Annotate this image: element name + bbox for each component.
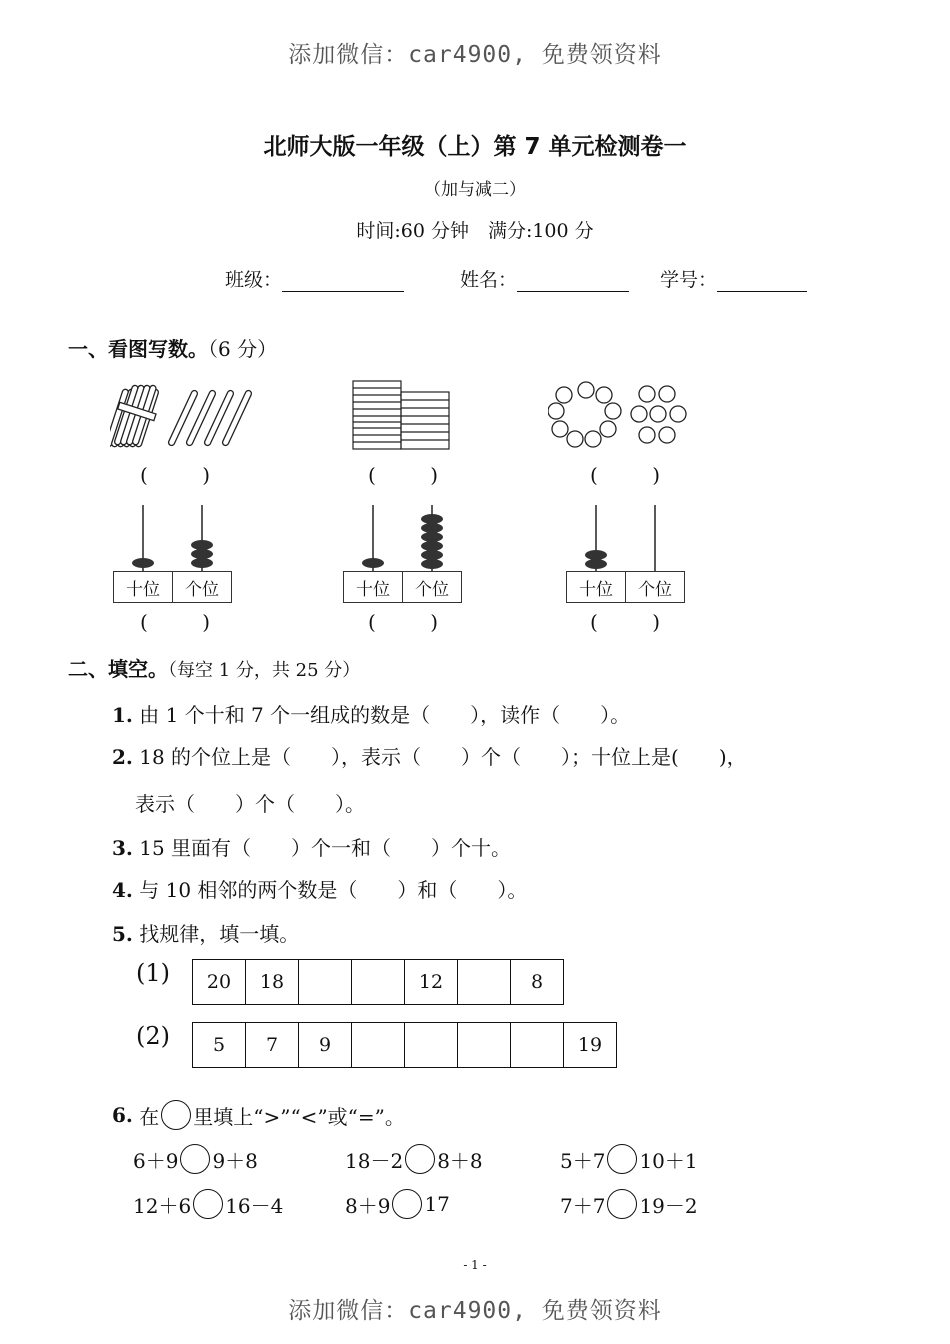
pattern-cell: 9 (299, 1023, 352, 1067)
student-id-field (660, 265, 807, 292)
section2-heading (68, 653, 360, 682)
pattern-cell: 18 (246, 960, 299, 1004)
comparison-5: 8＋9 17 (345, 1189, 450, 1219)
circles-illustration (548, 380, 693, 450)
comparison-6: 7＋7 19－2 (560, 1189, 698, 1219)
id-label: 学号： (660, 269, 718, 291)
abacus-2-rods (343, 503, 463, 573)
comparison-4: 12＋6 16－4 (133, 1189, 283, 1219)
name-label: 姓名： (460, 269, 518, 291)
pattern-cell: 20 (193, 960, 246, 1004)
pattern-cell: 5 (193, 1023, 246, 1067)
ones-label: 个位 (185, 579, 219, 600)
pattern-2-label: (2) (136, 1022, 170, 1050)
compare-circle[interactable] (193, 1189, 223, 1219)
comparison-3: 5＋7 10＋1 (560, 1144, 698, 1174)
pattern-cell-blank[interactable] (405, 1023, 458, 1067)
abacus-1-rods (113, 503, 233, 573)
abacus-1-place-labels (113, 571, 232, 603)
answer-blank-3[interactable]: ( ) (590, 463, 660, 487)
ones-label: 个位 (415, 579, 449, 600)
page-subtitle: （加与减二） (424, 180, 526, 200)
abacus-2-place-labels (343, 571, 462, 603)
pattern-row-2 (192, 1022, 617, 1068)
compare-circle[interactable] (392, 1189, 422, 1219)
watermark-bottom: 添加微信：car4900, 免费领资料 (288, 1298, 662, 1324)
section1-heading (68, 333, 277, 362)
abacus-3-place-labels (566, 571, 685, 603)
ones-label: 个位 (638, 579, 672, 600)
pattern-cell-blank[interactable] (458, 960, 511, 1004)
name-blank[interactable] (517, 271, 629, 292)
pattern-row-1 (192, 959, 564, 1005)
pattern-cell-blank[interactable] (299, 960, 352, 1004)
class-blank[interactable] (282, 271, 404, 292)
comparison-2: 18－2 8＋8 (345, 1144, 483, 1174)
tens-label: 十位 (567, 572, 626, 602)
answer-blank-6[interactable]: ( ) (590, 610, 660, 634)
compare-circle[interactable] (405, 1144, 435, 1174)
pattern-cell-blank[interactable] (352, 1023, 405, 1067)
sticks-illustration (110, 380, 260, 455)
answer-blank-4[interactable]: ( ) (140, 610, 210, 634)
question-2-continued: 表示（ ）个（ ）。 (135, 792, 365, 816)
section1-title: 一、看图写数。 (68, 337, 208, 361)
section2-score: （每空 1 分，共 25 分） (168, 660, 361, 681)
page-title: 北师大版一年级（上）第 7 单元检测卷一 (263, 134, 687, 160)
section2-title: 二、填空。 (68, 657, 168, 681)
pattern-cell: 12 (405, 960, 458, 1004)
answer-blank-5[interactable]: ( ) (368, 610, 438, 634)
question-6: 6. 在 里填上“>”“<”或“=”。 (112, 1100, 405, 1130)
tens-label: 十位 (114, 572, 173, 602)
lines-illustration (352, 378, 452, 452)
answer-blank-2[interactable]: ( ) (368, 463, 438, 487)
pattern-cell-blank[interactable] (511, 1023, 564, 1067)
pattern-cell: 7 (246, 1023, 299, 1067)
abacus-3-rods (566, 503, 686, 573)
class-field (225, 265, 404, 292)
class-label: 班级： (225, 269, 283, 291)
question-2: 2. 18 的个位上是（ ），表示（ ）个（ ）；十位上是( )， (112, 745, 747, 769)
name-field (460, 265, 629, 292)
time-score-info: 时间:60 分钟 满分:100 分 (356, 220, 594, 242)
id-blank[interactable] (717, 271, 807, 292)
compare-circle[interactable] (607, 1144, 637, 1174)
pattern-cell-blank[interactable] (458, 1023, 511, 1067)
section1-score: （6 分） (208, 337, 278, 361)
question-4: 4. 与 10 相邻的两个数是（ ）和（ ）。 (112, 878, 528, 902)
pattern-1-label: (1) (136, 959, 170, 987)
comparison-1: 6＋9 9＋8 (133, 1144, 258, 1174)
circle-icon (161, 1100, 191, 1130)
pattern-cell: 8 (530, 971, 544, 993)
pattern-cell-blank[interactable] (352, 960, 405, 1004)
watermark-top: 添加微信：car4900, 免费领资料 (288, 42, 662, 68)
question-3: 3. 15 里面有（ ）个一和（ ）个十。 (112, 836, 512, 860)
compare-circle[interactable] (607, 1189, 637, 1219)
question-1: 1. 由 1 个十和 7 个一组成的数是（ ），读作（ ）。 (112, 703, 631, 727)
pattern-cell: 19 (577, 1034, 603, 1056)
page-number: - 1 - (463, 1258, 487, 1272)
answer-blank-1[interactable]: ( ) (140, 463, 210, 487)
question-5: 5. 找规律，填一填。 (112, 922, 300, 946)
tens-label: 十位 (344, 572, 403, 602)
compare-circle[interactable] (180, 1144, 210, 1174)
